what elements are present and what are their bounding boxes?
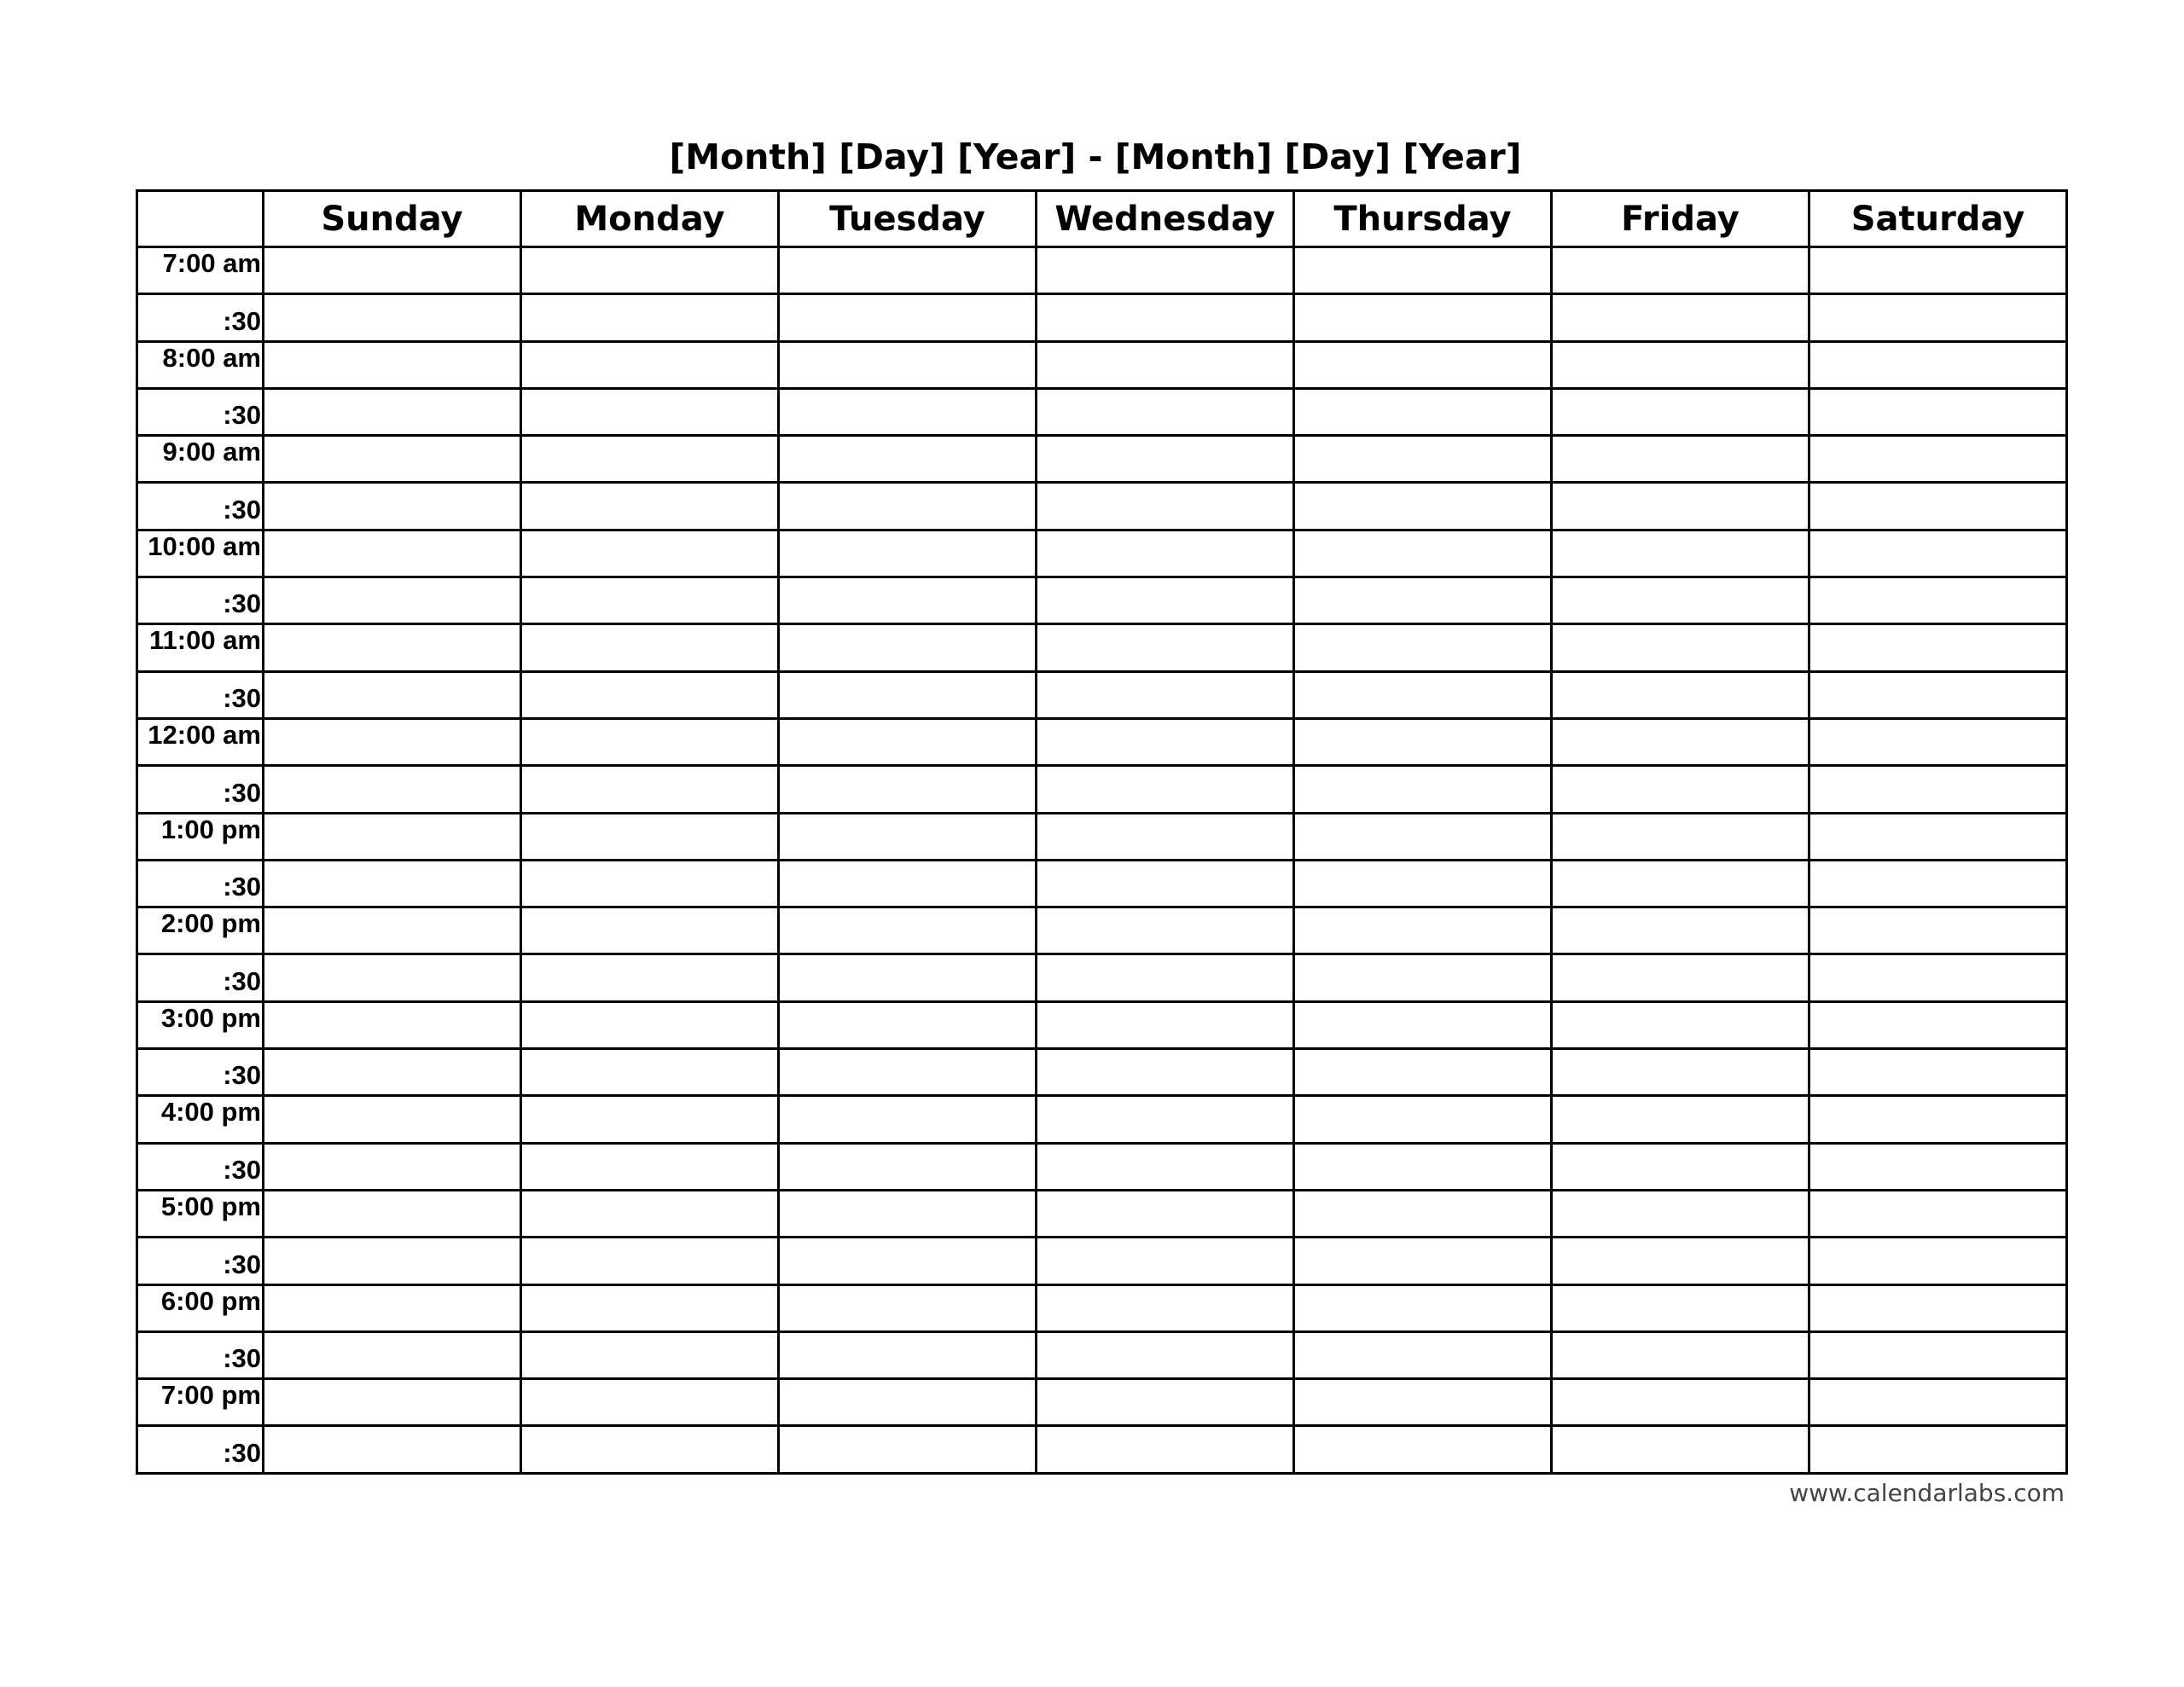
schedule-cell[interactable] [1809, 388, 2067, 435]
time-slot-row [137, 294, 2067, 341]
schedule-cell[interactable] [1037, 766, 1294, 813]
time-label: :30 [137, 1426, 264, 1473]
time-slot-row [137, 1379, 2067, 1426]
schedule-cell[interactable] [1037, 1426, 1294, 1473]
schedule-cell[interactable] [1552, 388, 1809, 435]
time-slot-row [137, 1190, 2067, 1237]
schedule-cell[interactable] [1809, 1379, 2067, 1426]
schedule-cell[interactable] [1552, 530, 1809, 577]
schedule-cell[interactable] [779, 1238, 1037, 1284]
schedule-cell[interactable] [1037, 1096, 1294, 1143]
day-header: Monday [521, 191, 779, 247]
schedule-cell[interactable] [264, 1190, 521, 1237]
schedule-cell[interactable] [1809, 1143, 2067, 1190]
time-label: :30 [137, 388, 264, 435]
schedule-cell[interactable] [1809, 860, 2067, 907]
time-label: :30 [137, 954, 264, 1001]
schedule-cell[interactable] [1294, 766, 1552, 813]
schedule-cell[interactable] [1809, 766, 2067, 813]
schedule-cell[interactable] [1294, 530, 1552, 577]
schedule-cell[interactable] [1294, 718, 1552, 765]
time-label: 7:00 pm [137, 1379, 264, 1426]
footer-url: www.calendarlabs.com [1789, 1479, 2065, 1507]
time-label: :30 [137, 294, 264, 341]
schedule-cell[interactable] [1037, 1049, 1294, 1096]
schedule-cell[interactable] [779, 860, 1037, 907]
schedule-cell[interactable] [521, 1238, 779, 1284]
schedule-cell[interactable] [521, 766, 779, 813]
schedule-cell[interactable] [264, 907, 521, 954]
schedule-cell[interactable] [779, 1096, 1037, 1143]
schedule-cell[interactable] [1294, 907, 1552, 954]
schedule-cell[interactable] [264, 718, 521, 765]
schedule-cell[interactable] [1809, 341, 2067, 388]
schedule-cell[interactable] [1552, 718, 1809, 765]
time-slot-row [137, 341, 2067, 388]
schedule-cell[interactable] [521, 907, 779, 954]
time-slot-row [137, 530, 2067, 577]
time-label: :30 [137, 1331, 264, 1378]
schedule-cell[interactable] [264, 388, 521, 435]
schedule-cell[interactable] [264, 1001, 521, 1048]
schedule-cell[interactable] [1552, 1379, 1809, 1426]
time-label: :30 [137, 577, 264, 624]
schedule-cell[interactable] [521, 1379, 779, 1426]
schedule-cell[interactable] [1294, 483, 1552, 530]
schedule-cell[interactable] [1552, 1284, 1809, 1331]
schedule-cell[interactable] [1552, 436, 1809, 483]
schedule-cell[interactable] [1809, 436, 2067, 483]
time-slot-row [137, 671, 2067, 718]
schedule-cell[interactable] [1809, 624, 2067, 671]
schedule-cell[interactable] [1294, 1238, 1552, 1284]
schedule-cell[interactable] [1294, 624, 1552, 671]
day-header: Thursday [1294, 191, 1552, 247]
schedule-cell[interactable] [1294, 1001, 1552, 1048]
schedule-cell[interactable] [779, 954, 1037, 1001]
schedule-cell[interactable] [521, 1096, 779, 1143]
schedule-cell[interactable] [521, 341, 779, 388]
time-label: :30 [137, 671, 264, 718]
time-label: 4:00 pm [137, 1096, 264, 1143]
schedule-cell[interactable] [521, 530, 779, 577]
schedule-cell[interactable] [1809, 483, 2067, 530]
schedule-cell[interactable] [1809, 1001, 2067, 1048]
schedule-cell[interactable] [264, 860, 521, 907]
schedule-cell[interactable] [264, 577, 521, 624]
schedule-cell[interactable] [1037, 954, 1294, 1001]
schedule-cell[interactable] [1552, 624, 1809, 671]
schedule-cell[interactable] [1294, 1096, 1552, 1143]
schedule-cell[interactable] [1552, 294, 1809, 341]
time-label: :30 [137, 483, 264, 530]
schedule-cell[interactable] [264, 1331, 521, 1378]
schedule-cell[interactable] [1552, 483, 1809, 530]
schedule-cell[interactable] [1552, 671, 1809, 718]
schedule-cell[interactable] [1809, 813, 2067, 860]
schedule-cell[interactable] [1809, 577, 2067, 624]
schedule-cell[interactable] [1294, 294, 1552, 341]
schedule-cell[interactable] [1552, 907, 1809, 954]
time-label: :30 [137, 860, 264, 907]
time-slot-row [137, 247, 2067, 294]
schedule-cell[interactable] [264, 436, 521, 483]
schedule-cell[interactable] [264, 1284, 521, 1331]
schedule-cell[interactable] [1037, 907, 1294, 954]
schedule-cell[interactable] [1552, 1143, 1809, 1190]
schedule-cell[interactable] [1809, 1284, 2067, 1331]
time-slot-row [137, 388, 2067, 435]
schedule-cell[interactable] [1552, 954, 1809, 1001]
schedule-cell[interactable] [521, 294, 779, 341]
time-slot-row [137, 577, 2067, 624]
schedule-cell[interactable] [264, 813, 521, 860]
time-slot-row [137, 1238, 2067, 1284]
day-header: Wednesday [1037, 191, 1294, 247]
schedule-cell[interactable] [1552, 1049, 1809, 1096]
schedule-cell[interactable] [1037, 813, 1294, 860]
schedule-cell[interactable] [779, 341, 1037, 388]
schedule-cell[interactable] [1809, 1096, 2067, 1143]
schedule-cell[interactable] [1037, 388, 1294, 435]
schedule-cell[interactable] [779, 1143, 1037, 1190]
schedule-cell[interactable] [264, 483, 521, 530]
schedule-cell[interactable] [264, 1426, 521, 1473]
schedule-cell[interactable] [1037, 1190, 1294, 1237]
schedule-cell[interactable] [1294, 341, 1552, 388]
schedule-cell[interactable] [779, 530, 1037, 577]
schedule-cell[interactable] [521, 1001, 779, 1048]
schedule-cell[interactable] [779, 1284, 1037, 1331]
schedule-cell[interactable] [1037, 577, 1294, 624]
schedule-cell[interactable] [1809, 907, 2067, 954]
time-label: 12:00 am [137, 718, 264, 765]
schedule-cell[interactable] [1294, 1379, 1552, 1426]
schedule-cell[interactable] [1809, 1426, 2067, 1473]
schedule-cell[interactable] [1809, 954, 2067, 1001]
schedule-cell[interactable] [1037, 860, 1294, 907]
day-header: Saturday [1809, 191, 2067, 247]
schedule-cell[interactable] [1294, 954, 1552, 1001]
time-column-header [137, 191, 264, 247]
time-slot-row [137, 1284, 2067, 1331]
schedule-cell[interactable] [779, 1190, 1037, 1237]
schedule-cell[interactable] [521, 436, 779, 483]
schedule-cell[interactable] [1294, 671, 1552, 718]
schedule-cell[interactable] [1294, 247, 1552, 294]
schedule-cell[interactable] [264, 1379, 521, 1426]
time-slot-row [137, 718, 2067, 765]
time-label: :30 [137, 1238, 264, 1284]
schedule-cell[interactable] [779, 483, 1037, 530]
schedule-cell[interactable] [779, 624, 1037, 671]
schedule-cell[interactable] [264, 624, 521, 671]
schedule-cell[interactable] [264, 341, 521, 388]
schedule-cell[interactable] [1552, 813, 1809, 860]
schedule-cell[interactable] [1552, 341, 1809, 388]
schedule-cell[interactable] [521, 1143, 779, 1190]
schedule-cell[interactable] [1552, 1001, 1809, 1048]
day-header: Tuesday [779, 191, 1037, 247]
time-label: 8:00 am [137, 341, 264, 388]
schedule-cell[interactable] [1809, 1331, 2067, 1378]
schedule-cell[interactable] [1809, 530, 2067, 577]
time-label: 7:00 am [137, 247, 264, 294]
schedule-cell[interactable] [779, 294, 1037, 341]
schedule-cell[interactable] [1552, 1331, 1809, 1378]
schedule-cell[interactable] [1809, 718, 2067, 765]
schedule-cell[interactable] [1037, 247, 1294, 294]
schedule-cell[interactable] [1294, 388, 1552, 435]
schedule-cell[interactable] [521, 1331, 779, 1378]
schedule-cell[interactable] [1294, 1284, 1552, 1331]
schedule-cell[interactable] [1294, 1190, 1552, 1237]
schedule-cell[interactable] [1037, 294, 1294, 341]
time-slot-row [137, 813, 2067, 860]
schedule-cell[interactable] [1294, 577, 1552, 624]
schedule-cell[interactable] [1037, 530, 1294, 577]
schedule-cell[interactable] [1552, 247, 1809, 294]
time-label: :30 [137, 1143, 264, 1190]
header-row [137, 191, 2067, 247]
schedule-cell[interactable] [779, 1426, 1037, 1473]
day-header: Friday [1552, 191, 1809, 247]
time-label: 5:00 pm [137, 1190, 264, 1237]
schedule-cell[interactable] [521, 813, 779, 860]
time-label: 10:00 am [137, 530, 264, 577]
schedule-cell[interactable] [521, 247, 779, 294]
schedule-cell[interactable] [521, 954, 779, 1001]
schedule-cell[interactable] [521, 718, 779, 765]
schedule-cell[interactable] [1037, 624, 1294, 671]
time-slot-row [137, 1331, 2067, 1378]
time-label: 9:00 am [137, 436, 264, 483]
schedule-cell[interactable] [1294, 1426, 1552, 1473]
schedule-cell[interactable] [779, 766, 1037, 813]
schedule-cell[interactable] [521, 860, 779, 907]
schedule-cell[interactable] [1294, 1143, 1552, 1190]
schedule-cell[interactable] [521, 624, 779, 671]
schedule-cell[interactable] [521, 577, 779, 624]
time-label: 6:00 pm [137, 1284, 264, 1331]
schedule-cell[interactable] [521, 1426, 779, 1473]
time-slot-row [137, 1096, 2067, 1143]
schedule-cell[interactable] [521, 1284, 779, 1331]
schedule-cell[interactable] [264, 530, 521, 577]
time-slot-row [137, 766, 2067, 813]
schedule-cell[interactable] [779, 671, 1037, 718]
schedule-cell[interactable] [1037, 483, 1294, 530]
schedule-cell[interactable] [1552, 1096, 1809, 1143]
schedule-cell[interactable] [1037, 718, 1294, 765]
schedule-cell[interactable] [779, 907, 1037, 954]
schedule-cell[interactable] [779, 1331, 1037, 1378]
schedule-cell[interactable] [264, 247, 521, 294]
schedule-cell[interactable] [1294, 813, 1552, 860]
schedule-cell[interactable] [264, 954, 521, 1001]
schedule-cell[interactable] [1037, 1001, 1294, 1048]
time-slot-row [137, 436, 2067, 483]
schedule-cell[interactable] [779, 1001, 1037, 1048]
time-slot-row [137, 954, 2067, 1001]
time-label: :30 [137, 766, 264, 813]
schedule-cell[interactable] [1809, 671, 2067, 718]
schedule-cell[interactable] [779, 247, 1037, 294]
schedule-cell[interactable] [779, 813, 1037, 860]
day-header: Sunday [264, 191, 521, 247]
schedule-cell[interactable] [1552, 577, 1809, 624]
time-slot-row [137, 1049, 2067, 1096]
time-slot-row [137, 624, 2067, 671]
schedule-cell[interactable] [1037, 436, 1294, 483]
schedule-cell[interactable] [521, 388, 779, 435]
schedule-cell[interactable] [1037, 671, 1294, 718]
schedule-cell[interactable] [779, 577, 1037, 624]
schedule-cell[interactable] [1037, 1143, 1294, 1190]
schedule-cell[interactable] [264, 1049, 521, 1096]
schedule-cell[interactable] [1809, 1049, 2067, 1096]
schedule-cell[interactable] [264, 1096, 521, 1143]
schedule-cell[interactable] [779, 388, 1037, 435]
schedule-cell[interactable] [1294, 1331, 1552, 1378]
schedule-cell[interactable] [1552, 1238, 1809, 1284]
schedule-cell[interactable] [1037, 1238, 1294, 1284]
time-slot-row [137, 860, 2067, 907]
schedule-cell[interactable] [1552, 860, 1809, 907]
time-slot-row [137, 907, 2067, 954]
time-label: :30 [137, 1049, 264, 1096]
time-label: 3:00 pm [137, 1001, 264, 1048]
schedule-cell[interactable] [779, 1379, 1037, 1426]
schedule-cell[interactable] [264, 294, 521, 341]
schedule-cell[interactable] [521, 483, 779, 530]
time-slot-row [137, 1426, 2067, 1473]
time-label: 11:00 am [137, 624, 264, 671]
schedule-cell[interactable] [264, 1238, 521, 1284]
schedule-cell[interactable] [1294, 1049, 1552, 1096]
page-title: [Month] [Day] [Year] - [Month] [Day] [Year] [669, 136, 1522, 177]
schedule-cell[interactable] [1552, 1426, 1809, 1473]
schedule-cell[interactable] [264, 671, 521, 718]
schedule-cell[interactable] [1037, 1379, 1294, 1426]
schedule-cell[interactable] [264, 766, 521, 813]
schedule-cell[interactable] [1037, 1331, 1294, 1378]
schedule-cell[interactable] [1809, 1190, 2067, 1237]
schedule-cell[interactable] [1809, 294, 2067, 341]
schedule-cell[interactable] [1809, 247, 2067, 294]
schedule-cell[interactable] [779, 718, 1037, 765]
schedule-cell[interactable] [1552, 1190, 1809, 1237]
schedule-cell[interactable] [1294, 860, 1552, 907]
schedule-cell[interactable] [779, 436, 1037, 483]
schedule-cell[interactable] [264, 1143, 521, 1190]
schedule-cell[interactable] [521, 671, 779, 718]
schedule-cell[interactable] [1809, 1238, 2067, 1284]
time-slot-row [137, 1001, 2067, 1048]
time-label: 1:00 pm [137, 813, 264, 860]
schedule-cell[interactable] [1037, 1284, 1294, 1331]
schedule-cell[interactable] [1552, 766, 1809, 813]
schedule-cell[interactable] [779, 1049, 1037, 1096]
time-label: 2:00 pm [137, 907, 264, 954]
schedule-cell[interactable] [1294, 436, 1552, 483]
schedule-cell[interactable] [521, 1049, 779, 1096]
schedule-cell[interactable] [521, 1190, 779, 1237]
weekly-schedule-grid [136, 189, 2068, 1475]
schedule-cell[interactable] [1037, 341, 1294, 388]
time-slot-row [137, 483, 2067, 530]
time-slot-row [137, 1143, 2067, 1190]
